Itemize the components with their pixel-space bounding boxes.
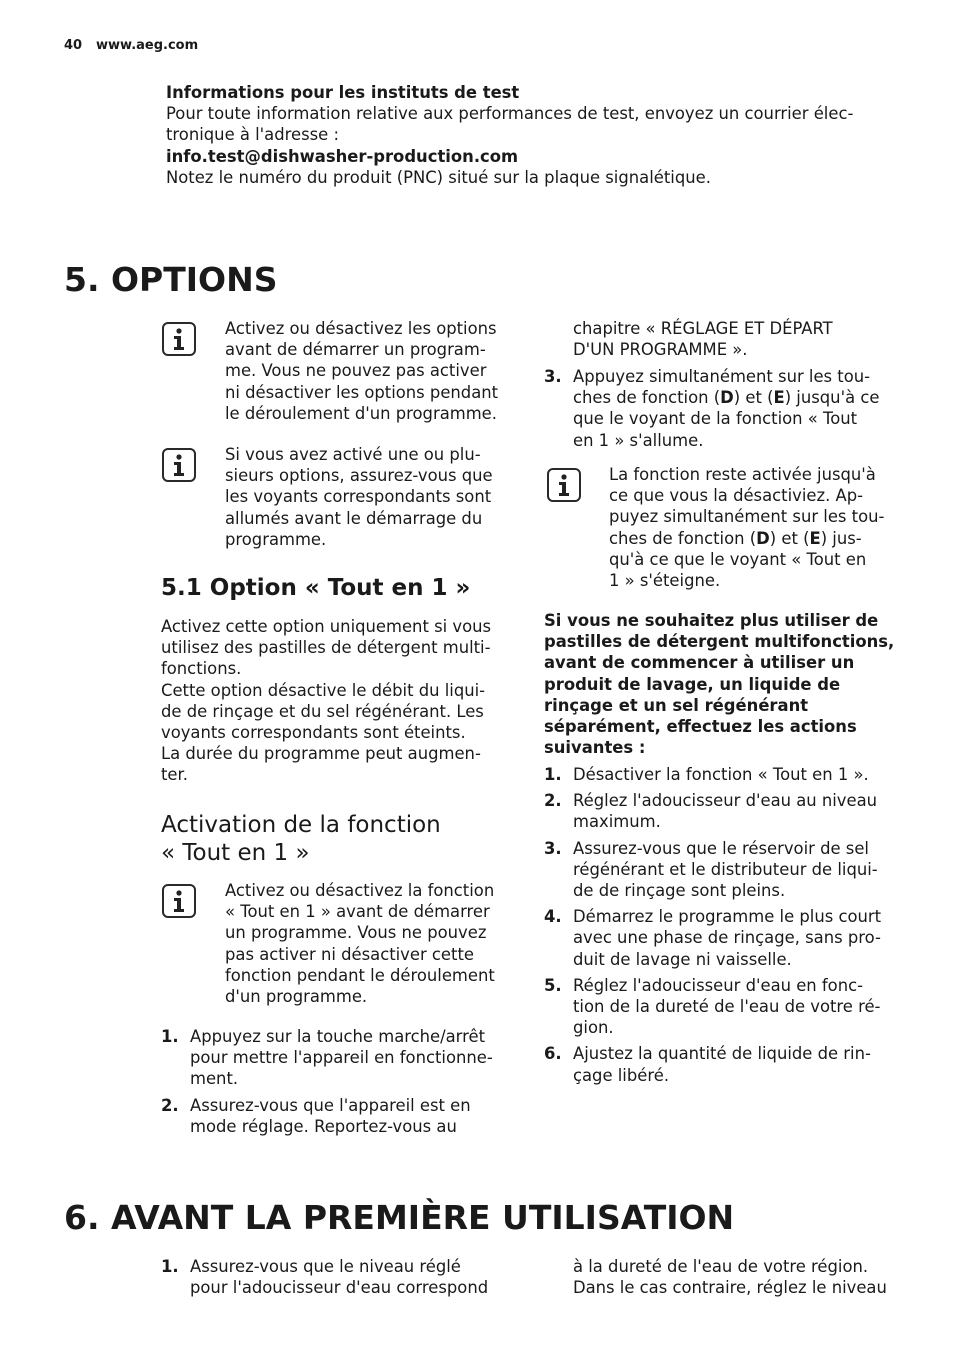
info-note-2	[225, 444, 525, 550]
step-line: Réglez l'adoucisseur d'eau en fonc-	[573, 975, 864, 995]
step-line: Démarrez le programme le plus court	[573, 907, 882, 927]
key-d: D	[720, 388, 734, 408]
info-note-1	[225, 318, 525, 424]
step-line: pour l'adoucisseur d'eau correspond	[190, 1278, 489, 1298]
info-icon	[547, 468, 581, 502]
note-line: puyez simultanément sur les tou-	[609, 507, 885, 527]
test-info-title: Informations pour les instituts de test	[166, 83, 520, 102]
test-info-note: Notez le numéro du produit (PNC) situé sur la plaque signalétique.	[166, 167, 711, 187]
website-url[interactable]: www.aeg.com	[96, 38, 199, 53]
step-line: gion.	[573, 1018, 614, 1038]
step-line: en 1 » s'allume.	[573, 430, 704, 450]
note-line: le déroulement d'un programme.	[225, 403, 497, 423]
list-item	[544, 838, 914, 902]
step-line: Assurez-vous que le réservoir de sel	[573, 838, 869, 858]
info-icon	[162, 448, 196, 482]
step-line: Désactiver la fonction « Tout en 1 ».	[573, 765, 869, 784]
activation-heading-line: Activation de la fonction	[161, 812, 441, 838]
step-number: 1.	[544, 765, 562, 784]
body-line: utilisez des pastilles de détergent multi-	[161, 638, 491, 658]
note-line: Si vous avez activé une ou plu-	[225, 445, 481, 464]
section-5-title: OPTIONS	[111, 260, 278, 299]
step-line: Assurez-vous que l'appareil est en	[190, 1095, 471, 1115]
section-6-step-1	[161, 1256, 521, 1298]
list-item	[161, 1095, 521, 1137]
step-number: 3.	[544, 367, 562, 386]
step-3	[544, 366, 904, 451]
note-line: fonction pendant le déroulement	[225, 965, 495, 985]
body-line: ter.	[161, 765, 188, 785]
warning-line: rinçage et un sel régénérant	[544, 695, 809, 715]
warning-line: suivantes :	[544, 738, 646, 758]
steps-list-right	[544, 764, 914, 1091]
note-line: ches de fonction (D) et (E) jus-	[609, 528, 862, 548]
note-line: pas activer ni désactiver cette	[225, 944, 474, 964]
key-d: D	[756, 528, 770, 548]
section-6-heading	[64, 1198, 734, 1238]
body-line: voyants correspondants sont éteints.	[161, 723, 466, 743]
note-line: « Tout en 1 » avant de démarrer	[225, 902, 490, 922]
list-item	[544, 906, 914, 970]
list-item	[161, 1026, 521, 1090]
body-line: La durée du programme peut augmen-	[161, 744, 481, 764]
list-item	[544, 975, 914, 1039]
note-line: d'un programme.	[225, 987, 368, 1007]
step-line: Assurez-vous que le niveau réglé	[190, 1257, 461, 1276]
info-icon	[162, 884, 196, 918]
step-line: avec une phase de rinçage, sans pro-	[573, 928, 881, 948]
subsection-5-1-heading	[161, 574, 470, 602]
warning-line: produit de lavage, un liquide de	[544, 674, 841, 694]
note-line: me. Vous ne pouvez pas activer	[225, 361, 487, 381]
test-info-line: tronique à l'adresse :	[166, 125, 339, 145]
step-number: 1.	[161, 1257, 179, 1276]
step-line: Appuyez sur la touche marche/arrêt	[190, 1027, 486, 1046]
step-number: 2.	[161, 1095, 179, 1115]
step-number: 4.	[544, 907, 562, 927]
info-note-4	[609, 464, 909, 591]
step-number: 1.	[161, 1027, 179, 1046]
list-item	[544, 790, 914, 832]
test-info-block	[166, 82, 906, 188]
step-line: pour mettre l'appareil en fonctionne-	[190, 1048, 493, 1068]
note-line: ni désactiver les options pendant	[225, 382, 499, 402]
key-e: E	[773, 388, 785, 408]
note-line: La fonction reste activée jusqu'à	[609, 465, 876, 484]
section-5-heading	[64, 260, 277, 300]
activation-heading	[161, 811, 441, 867]
note-line: qu'à ce que le voyant « Tout en	[609, 549, 867, 569]
step-number: 3.	[544, 838, 562, 858]
step-line: maximum.	[573, 812, 661, 832]
page-number: 40	[64, 38, 83, 53]
subsection-number: 5.1	[161, 575, 202, 601]
note-line: programme.	[225, 529, 327, 549]
step-line: que le voyant de la fonction « Tout	[573, 409, 858, 429]
list-item	[544, 1043, 914, 1085]
section-5-number: 5.	[64, 260, 100, 299]
steps-list-left	[161, 1026, 521, 1142]
section-6-step-1-continuation	[573, 1256, 913, 1298]
activation-heading-line: « Tout en 1 »	[161, 840, 310, 866]
step-line: Réglez l'adoucisseur d'eau au niveau	[573, 791, 878, 811]
step-line: à la dureté de l'eau de votre région.	[573, 1257, 869, 1276]
step-number: 5.	[544, 975, 562, 995]
step-number: 6.	[544, 1044, 562, 1064]
body-line: Activez cette option uniquement si vous	[161, 617, 492, 636]
note-line: 1 » s'éteigne.	[609, 571, 721, 591]
list-item	[544, 764, 914, 785]
subsection-5-1-body	[161, 616, 521, 786]
section-6-title: AVANT LA PREMIÈRE UTILISATION	[111, 1198, 735, 1237]
step-line: ches de fonction (D) et (E) jusqu'à ce	[573, 388, 880, 408]
note-line: sieurs options, assurez-vous que	[225, 466, 493, 486]
step-line: Dans le cas contraire, réglez le niveau	[573, 1278, 887, 1298]
warning-line: avant de commencer à utiliser un	[544, 653, 855, 673]
step-2-continuation	[573, 318, 913, 360]
test-info-line: Pour toute information relative aux performances de test, envoyez un courrier élec-	[166, 104, 854, 124]
step-line: Ajustez la quantité de liquide de rin-	[573, 1044, 871, 1064]
note-line: avant de démarrer un program-	[225, 340, 486, 360]
step-line: duit de lavage ni vaisselle.	[573, 949, 792, 969]
step-line: régénérant et le distributeur de liqui-	[573, 859, 878, 879]
step-line: D'UN PROGRAMME ».	[573, 340, 748, 360]
step-line: chapitre « RÉGLAGE ET DÉPART	[573, 319, 833, 338]
section-6-number: 6.	[64, 1198, 100, 1237]
warning-line: Si vous ne souhaitez plus utiliser de	[544, 611, 879, 630]
body-line: fonctions.	[161, 659, 242, 679]
step-line: Appuyez simultanément sur les tou-	[573, 367, 871, 386]
test-info-email[interactable]: info.test@dishwasher-production.com	[166, 146, 519, 166]
info-icon	[162, 322, 196, 356]
note-line: un programme. Vous ne pouvez	[225, 923, 487, 943]
step-line: ment.	[190, 1069, 239, 1089]
note-line: ce que vous la désactiviez. Ap-	[609, 486, 864, 506]
note-line: Activez ou désactivez les options	[225, 319, 497, 338]
note-line: Activez ou désactivez la fonction	[225, 881, 495, 900]
warning-line: pastilles de détergent multifonctions,	[544, 632, 895, 652]
note-line: les voyants correspondants sont	[225, 487, 492, 507]
body-line: Cette option désactive le débit du liqui-	[161, 680, 486, 700]
step-number: 2.	[544, 791, 562, 811]
step-line: mode réglage. Reportez-vous au	[190, 1116, 457, 1136]
subsection-title: Option « Tout en 1 »	[209, 575, 471, 601]
step-line: de de rinçage sont pleins.	[573, 881, 786, 901]
note-line: allumés avant le démarrage du	[225, 508, 483, 528]
step-line: tion de la dureté de l'eau de votre ré-	[573, 997, 881, 1017]
body-line: de de rinçage et du sel régénérant. Les	[161, 701, 484, 721]
warning-line: séparément, effectuez les actions	[544, 717, 857, 737]
key-e: E	[809, 528, 821, 548]
step-line: çage libéré.	[573, 1065, 670, 1085]
info-note-3	[225, 880, 525, 1007]
warning-paragraph	[544, 610, 914, 758]
